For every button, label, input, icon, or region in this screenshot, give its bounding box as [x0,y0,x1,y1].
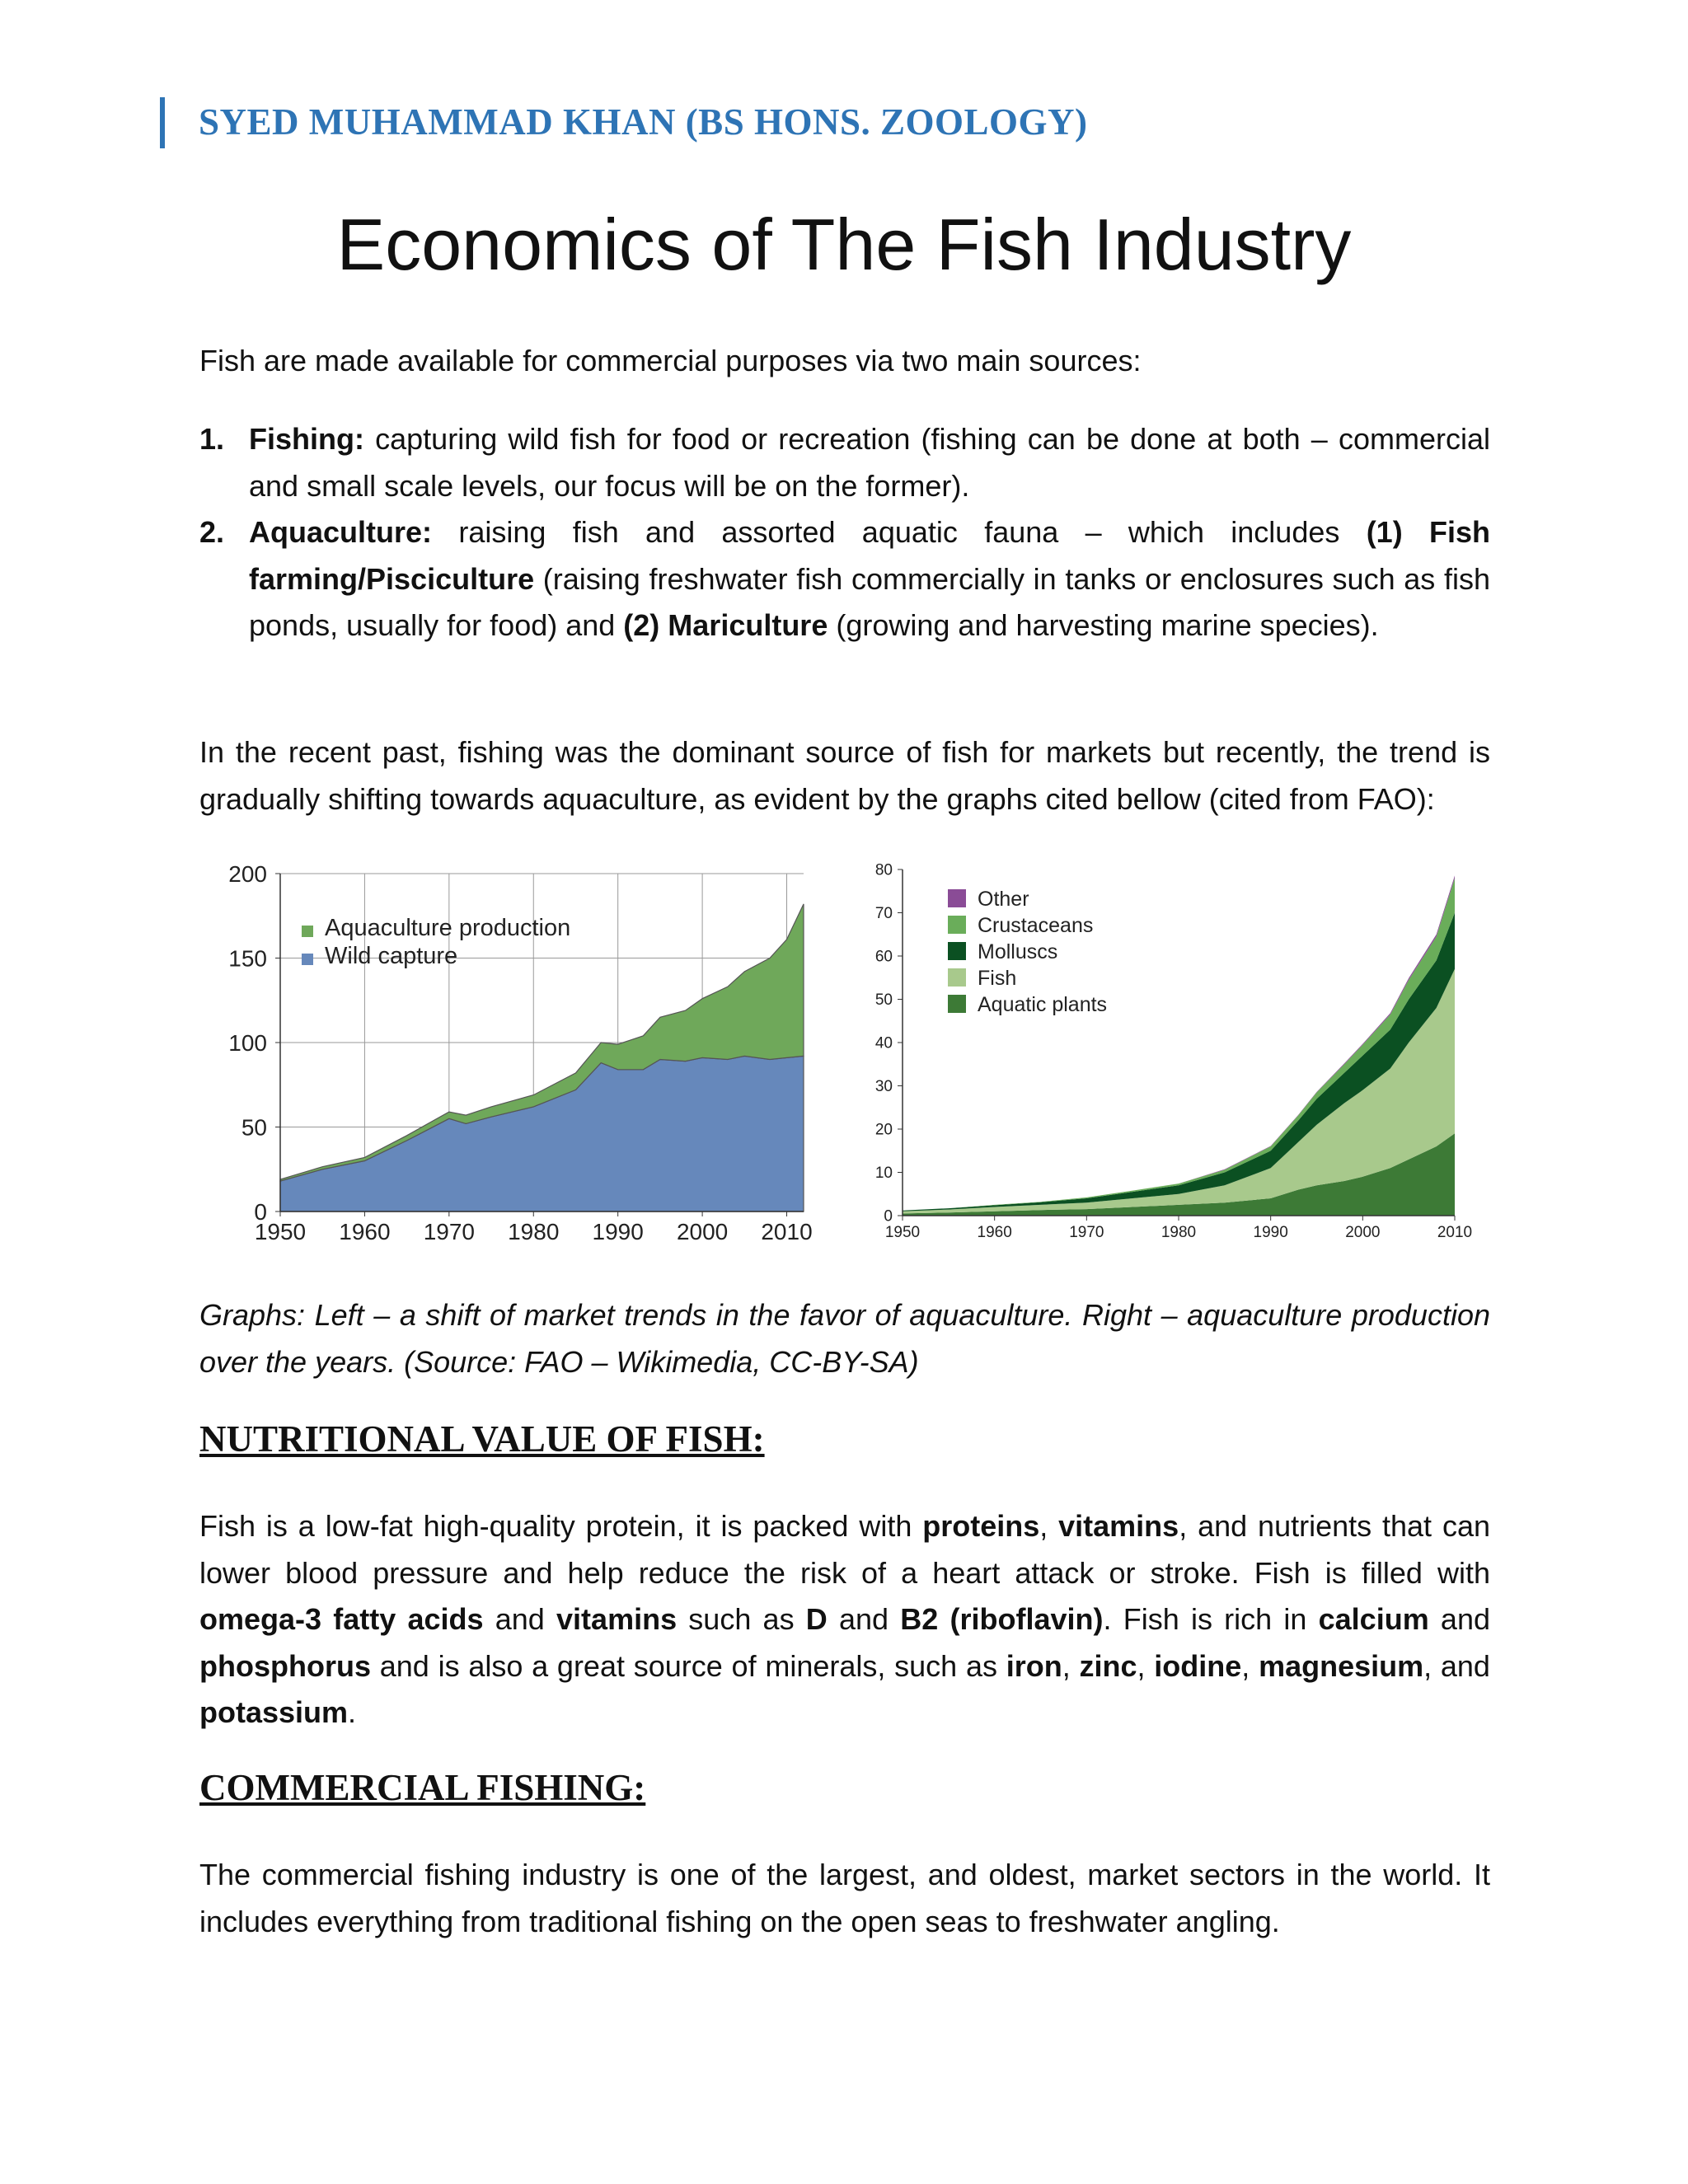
x-tick-label: 2010 [761,1219,813,1244]
y-tick-label: 30 [874,1078,893,1096]
y-tick-label: 40 [874,1034,893,1052]
legend-label: Wild capture [325,943,458,969]
y-tick-label: 10 [874,1165,893,1183]
legend-label: Aquaculture production [325,915,571,941]
y-tick-label: 50 [241,1114,267,1141]
x-tick-label: 1980 [508,1219,560,1244]
y-tick-label: 50 [874,991,893,1010]
y-tick-label: 70 [874,905,893,923]
list-term: Fishing: [249,422,364,456]
x-tick-label: 1970 [1069,1224,1104,1241]
y-tick-label: 60 [874,948,893,966]
x-tick-label: 1980 [1160,1224,1197,1241]
legend-label: Other [978,888,1029,911]
x-tick-label: 2010 [1437,1224,1473,1241]
x-tick-label: 1990 [1253,1224,1288,1241]
nutrition-paragraph: Fish is a low-fat high-quality protein, it is packed with proteins, vitamins, and nutrients that can lower blood pressure and help reduce the risk of a heart attack or stroke. Fish is filled with omega-3 fatty acids and vitamins such as D and B2 (riboflavin). Fish is rich in calcium and phosphorus and is also a great source of minerals, such as iron, zinc, iodine, magnesium, and potassium. [199,1509,1490,1729]
list-text: capturing wild fish for food or recreation (fishing can be done at both – commercial and small scale levels, our focus will be on the former). [249,422,1490,503]
x-tick-label: 1950 [254,1219,307,1244]
recent-trend-paragraph: In the recent past, fishing was the dominant source of fish for markets but recently, the trend is gradually shifting towards aquaculture, as evident by the graphs cited bellow (cited from FAO): [199,735,1490,816]
legend-label: Crustaceans [978,914,1094,937]
legend-swatch [948,995,966,1013]
list-term: Aquaculture: [249,515,433,549]
legend-label: Aquatic plants [978,993,1108,1016]
page-title: Economics of The Fish Industry [336,204,1352,285]
chart-aquaculture-by-type [874,849,1484,1244]
x-tick-label: 1990 [592,1219,644,1244]
list-bold: (1) Fish farming/Pisciculture [249,515,1491,596]
section-heading-nutrition: NUTRITIONAL VALUE OF FISH: [199,1418,765,1460]
list-text: raising fish and assorted aquatic fauna – which includes [432,515,1367,549]
y-tick-label: 80 [874,861,893,879]
legend-label: Molluscs [978,940,1058,963]
header-accent-bar [160,97,165,148]
list-item [199,509,1490,649]
list-number: 2. [199,515,225,549]
y-tick-label: 0 [254,1198,267,1225]
y-tick-label: 20 [874,1121,893,1139]
y-tick-label: 150 [228,945,267,972]
figure-caption: Graphs: Left – a shift of market trends in the favor of aquaculture. Right – aquaculture production over the years. (Source: FAO – Wikimedia, CC-BY-SA) [199,1298,1490,1379]
series-area-wild-capture [280,1056,804,1212]
list-number: 1. [199,422,225,456]
chart-wild-vs-aquaculture [206,853,816,1249]
x-tick-label: 1960 [339,1219,391,1244]
y-tick-label: 0 [884,1207,893,1226]
legend-swatch [948,942,966,960]
list-bold: (2) Mariculture [623,608,828,642]
y-tick-label: 200 [228,860,267,887]
y-tick-label: 100 [228,1029,267,1056]
legend-swatch [948,889,966,907]
commercial-paragraph: The commercial fishing industry is one of the largest, and oldest, market sectors in the world. It includes everything from traditional fishing on the open seas to freshwater angling. [199,1858,1490,1938]
legend-label: Fish [978,967,1017,990]
x-tick-label: 1970 [423,1219,475,1244]
x-tick-label: 1960 [977,1224,1012,1241]
x-tick-label: 2000 [676,1219,729,1244]
legend-swatch [948,968,966,987]
legend-swatch [948,916,966,934]
list-text: (raising freshwater fish commercially in tanks or enclosures such as fish ponds, usually for food) and [249,561,1490,642]
x-tick-label: 2000 [1345,1224,1381,1241]
page-header: SYED MUHAMMAD KHAN (BS HONS. ZOOLOGY) [199,101,1088,143]
legend-swatch [302,926,313,937]
x-tick-label: 1950 [884,1224,921,1241]
list-text: (growing and harvesting marine species). [828,608,1379,642]
legend-swatch [302,954,313,965]
section-heading-commercial: COMMERCIAL FISHING: [199,1767,646,1808]
intro-paragraph: Fish are made available for commercial purposes via two main sources: [199,344,1142,377]
sources-list [199,416,1490,649]
list-item [199,416,1490,509]
